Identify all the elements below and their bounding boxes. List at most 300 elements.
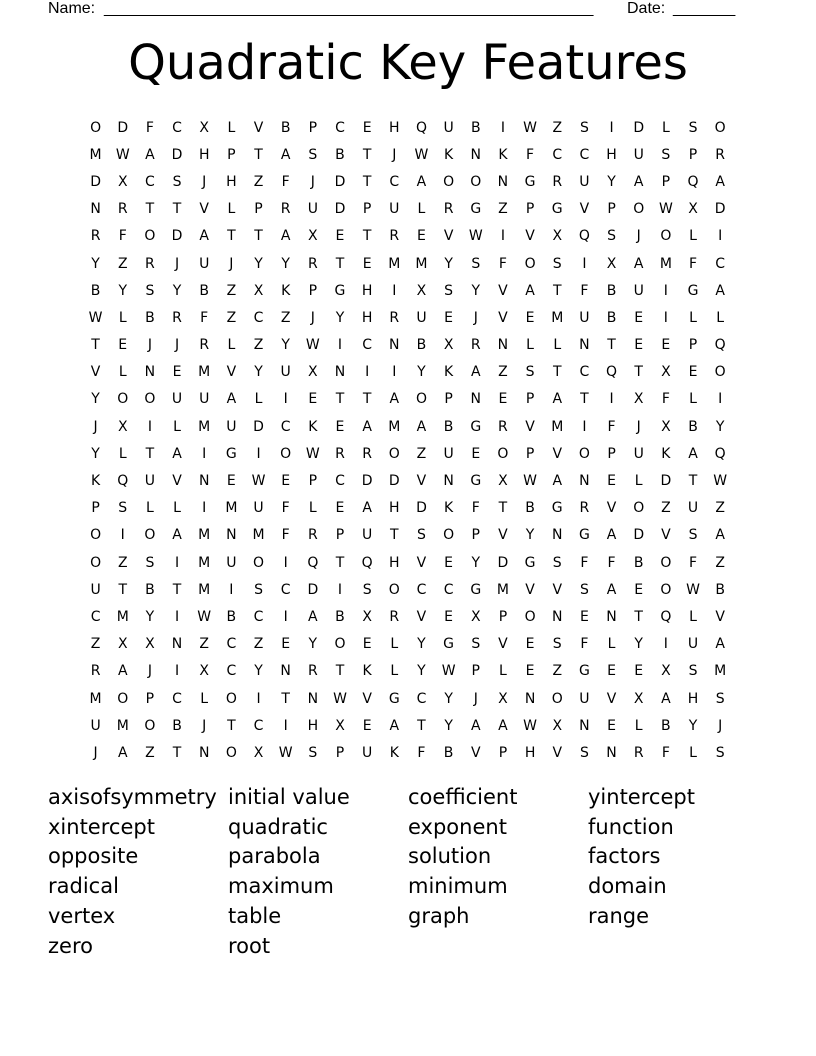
grid-letter: C — [552, 146, 563, 163]
grid-letter: W — [523, 119, 537, 136]
grid-letter: C — [416, 690, 427, 707]
grid-letter: R — [172, 309, 182, 326]
grid-letter: R — [307, 663, 318, 680]
grid-letter: V — [661, 527, 671, 544]
grid-letter: B — [335, 146, 345, 163]
grid-row — [82, 277, 734, 304]
grid-letter: E — [417, 228, 426, 245]
grid-letter: C — [226, 636, 237, 653]
grid-letter: N — [198, 473, 210, 490]
grid-letter: Y — [91, 255, 100, 272]
grid-letter: D — [416, 500, 427, 517]
grid-letter: W — [441, 663, 456, 680]
grid-letter: J — [93, 418, 98, 435]
grid-letter: R — [307, 255, 318, 272]
grid-letter: Y — [145, 608, 155, 625]
grid-letter: E — [471, 445, 481, 462]
grid-letter: L — [200, 690, 209, 707]
word-list-row — [48, 812, 768, 842]
grid-letter: U — [633, 445, 644, 462]
grid-letter: Y — [308, 636, 318, 653]
grid-letter: W — [523, 473, 537, 490]
grid-letter: T — [172, 744, 182, 761]
grid-letter: Z — [145, 744, 155, 761]
grid-letter: P — [145, 690, 155, 707]
grid-letter: V — [525, 228, 535, 245]
grid-letter: X — [199, 663, 209, 680]
grid-letter: O — [551, 690, 563, 707]
grid-letter: P — [471, 663, 480, 680]
grid-letter: L — [390, 636, 399, 653]
word-list — [48, 782, 768, 961]
grid-letter: P — [308, 282, 318, 299]
grid-letter: B — [606, 309, 617, 326]
grid-letter: X — [362, 608, 372, 625]
grid-letter: Y — [91, 391, 100, 408]
page-title: Quadratic Key Features — [128, 35, 688, 91]
grid-letter: E — [444, 309, 454, 326]
grid-letter: I — [283, 554, 288, 571]
grid-letter: E — [335, 228, 345, 245]
grid-letter: F — [580, 636, 589, 653]
grid-letter: P — [471, 527, 480, 544]
grid-letter: G — [443, 636, 455, 653]
grid-letter: R — [633, 744, 644, 761]
word-list-item: xintercept — [48, 814, 155, 839]
grid-letter: H — [307, 717, 319, 734]
grid-letter: S — [172, 173, 182, 190]
grid-letter: E — [281, 636, 291, 653]
grid-letter: U — [389, 201, 400, 218]
grid-letter: S — [471, 255, 481, 272]
grid-letter: S — [715, 744, 725, 761]
grid-letter: F — [281, 527, 290, 544]
grid-letter: Z — [253, 337, 264, 354]
grid-letter: M — [388, 418, 401, 435]
grid-letter: B — [199, 282, 209, 299]
grid-letter: C — [90, 608, 101, 625]
grid-letter: Z — [90, 636, 101, 653]
grid-letter: Q — [117, 473, 129, 490]
grid-letter: I — [283, 717, 288, 734]
grid-letter: T — [498, 500, 508, 517]
grid-letter: W — [115, 146, 130, 163]
grid-row — [82, 359, 734, 386]
grid-letter: Q — [714, 337, 726, 354]
grid-letter: V — [90, 364, 101, 381]
grid-letter: Y — [417, 663, 426, 680]
grid-letter: B — [90, 282, 101, 299]
grid-letter: F — [281, 500, 290, 517]
grid-letter: R — [470, 337, 481, 354]
grid-letter: A — [389, 717, 400, 734]
grid-row — [82, 114, 734, 141]
grid-letter: T — [335, 391, 345, 408]
grid-letter: P — [335, 527, 345, 544]
grid-letter: N — [144, 364, 156, 381]
grid-letter: O — [524, 255, 536, 272]
grid-letter: A — [280, 146, 291, 163]
grid-letter: D — [714, 201, 726, 218]
grid-letter: I — [174, 663, 180, 680]
grid-letter: J — [392, 146, 397, 163]
word-list-item: initial value — [228, 784, 350, 809]
grid-letter: Y — [715, 418, 725, 435]
grid-letter: G — [578, 663, 590, 680]
grid-row — [82, 658, 734, 685]
grid-letter: N — [497, 337, 509, 354]
grid-letter: V — [606, 500, 617, 517]
grid-letter: F — [200, 309, 209, 326]
grid-letter: E — [634, 581, 644, 598]
grid-letter: V — [470, 744, 481, 761]
grid-letter: L — [634, 473, 643, 490]
grid-letter: E — [118, 337, 128, 354]
grid-letter: V — [552, 744, 563, 761]
grid-letter: N — [470, 146, 481, 163]
grid-letter: X — [443, 337, 454, 354]
grid-letter: L — [689, 391, 697, 408]
grid-letter: B — [226, 608, 237, 625]
word-list-item: exponent — [408, 814, 507, 839]
grid-letter: N — [198, 744, 210, 761]
grid-letter: X — [552, 717, 563, 734]
grid-letter: J — [174, 255, 180, 272]
grid-letter: S — [145, 554, 155, 571]
word-list-item: coefficient — [408, 784, 518, 809]
grid-letter: L — [308, 500, 317, 517]
grid-letter: N — [307, 690, 319, 707]
grid-letter: Y — [91, 445, 100, 462]
grid-letter: T — [362, 228, 372, 245]
grid-letter: O — [90, 527, 102, 544]
grid-letter: J — [473, 690, 478, 707]
grid-letter: U — [579, 173, 590, 190]
grid-letter: X — [199, 119, 209, 136]
grid-letter: O — [225, 744, 237, 761]
grid-letter: X — [661, 364, 671, 381]
grid-letter: H — [687, 690, 699, 707]
grid-letter: E — [525, 309, 535, 326]
grid-letter: C — [579, 146, 590, 163]
grid-letter: P — [227, 146, 236, 163]
grid-letter: T — [227, 717, 236, 734]
grid-letter: F — [281, 173, 290, 190]
grid-letter: R — [389, 228, 400, 245]
name-label: Name: — [48, 0, 96, 17]
grid-letter: O — [633, 201, 645, 218]
grid-letter: G — [551, 201, 563, 218]
grid-letter: B — [525, 500, 535, 517]
grid-letter: R — [335, 445, 345, 462]
grid-letter: L — [118, 364, 127, 381]
grid-letter: A — [525, 282, 535, 299]
grid-letter: I — [256, 690, 261, 707]
grid-letter: N — [551, 608, 563, 625]
grid-row — [82, 141, 734, 168]
grid-letter: U — [579, 309, 590, 326]
grid-letter: N — [579, 337, 590, 354]
grid-letter: O — [660, 554, 672, 571]
grid-letter: T — [172, 201, 182, 218]
grid-letter: H — [361, 282, 373, 299]
grid-letter: O — [144, 391, 156, 408]
grid-letter: Z — [715, 554, 725, 571]
grid-letter: O — [633, 500, 645, 517]
grid-row — [82, 196, 734, 223]
grid-letter: B — [335, 608, 345, 625]
grid-letter: O — [225, 690, 237, 707]
grid-row — [82, 549, 734, 576]
grid-letter: B — [688, 418, 698, 435]
grid-letter: Y — [118, 282, 128, 299]
grid-letter: G — [578, 527, 590, 544]
grid-letter: H — [361, 309, 373, 326]
grid-letter: O — [388, 581, 400, 598]
word-list-item: domain — [588, 874, 667, 899]
grid-letter: U — [199, 255, 210, 272]
grid-letter: A — [416, 418, 427, 435]
grid-letter: O — [280, 445, 292, 462]
grid-letter: S — [118, 500, 128, 517]
word-list-item: opposite — [48, 844, 139, 869]
grid-letter: B — [280, 119, 291, 136]
word-list-row — [48, 931, 768, 961]
grid-letter: L — [227, 119, 236, 136]
grid-letter: Z — [226, 282, 237, 299]
grid-letter: Z — [253, 173, 264, 190]
grid-letter: I — [174, 554, 180, 571]
grid-letter: T — [335, 554, 345, 571]
grid-letter: E — [444, 608, 454, 625]
grid-letter: M — [388, 255, 401, 272]
grid-letter: L — [689, 744, 697, 761]
grid-row — [82, 223, 734, 250]
grid-letter: V — [606, 690, 617, 707]
grid-letter: T — [281, 690, 290, 707]
grid-letter: Y — [525, 527, 535, 544]
grid-letter: E — [362, 255, 372, 272]
grid-row — [82, 631, 734, 658]
grid-letter: S — [607, 228, 616, 245]
grid-letter: A — [117, 663, 128, 680]
grid-letter: A — [280, 228, 291, 245]
grid-letter: F — [145, 119, 154, 136]
grid-letter: B — [172, 717, 182, 734]
grid-letter: U — [90, 581, 101, 598]
grid-letter: T — [227, 228, 236, 245]
word-list-item: solution — [408, 844, 492, 869]
grid-letter: Z — [253, 636, 264, 653]
grid-letter: A — [308, 608, 318, 625]
grid-letter: C — [715, 255, 726, 272]
grid-letter: C — [335, 473, 345, 490]
grid-letter: Z — [552, 663, 563, 680]
grid-letter: B — [606, 282, 617, 299]
grid-letter: S — [688, 663, 698, 680]
grid-letter: D — [171, 146, 183, 163]
grid-letter: Q — [307, 554, 319, 571]
grid-letter: B — [145, 309, 155, 326]
grid-letter: D — [361, 473, 373, 490]
grid-letter: F — [661, 391, 670, 408]
grid-letter: U — [307, 201, 318, 218]
grid-letter: L — [227, 337, 236, 354]
grid-letter: V — [253, 119, 264, 136]
grid-letter: O — [660, 581, 672, 598]
grid-letter: S — [552, 255, 562, 272]
grid-letter: A — [416, 173, 427, 190]
grid-letter: N — [606, 744, 617, 761]
grid-letter: L — [553, 337, 562, 354]
grid-letter: F — [688, 554, 698, 571]
word-list-item: axisofsymmetry — [48, 784, 217, 809]
grid-letter: K — [444, 500, 454, 517]
grid-letter: D — [90, 173, 101, 190]
grid-letter: J — [636, 418, 641, 435]
grid-letter: T — [362, 146, 372, 163]
grid-letter: O — [334, 636, 346, 653]
grid-letter: D — [253, 418, 264, 435]
grid-letter: M — [714, 663, 727, 680]
grid-letter: P — [498, 744, 508, 761]
grid-letter: L — [173, 500, 181, 517]
word-list-item: radical — [48, 874, 119, 899]
grid-letter: A — [362, 418, 372, 435]
grid-letter: U — [199, 391, 210, 408]
grid-letter: I — [365, 364, 370, 381]
word-list-item: graph — [408, 904, 470, 929]
grid-letter: H — [389, 119, 400, 136]
grid-letter: P — [308, 473, 318, 490]
grid-letter: F — [688, 255, 698, 272]
grid-letter: T — [390, 527, 399, 544]
grid-letter: A — [172, 527, 182, 544]
grid-letter: W — [278, 744, 293, 761]
grid-letter: O — [144, 717, 156, 734]
grid-letter: T — [254, 228, 263, 245]
grid-letter: I — [120, 527, 125, 544]
grid-letter: K — [308, 418, 318, 435]
grid-letter: L — [173, 418, 181, 435]
grid-letter: O — [90, 554, 102, 571]
grid-letter: M — [252, 527, 265, 544]
grid-letter: Z — [715, 500, 725, 517]
grid-letter: C — [145, 173, 155, 190]
grid-letter: Y — [444, 717, 453, 734]
grid-letter: C — [362, 337, 373, 354]
grid-letter: M — [198, 581, 211, 598]
grid-letter: D — [633, 527, 645, 544]
grid-letter: T — [362, 391, 372, 408]
grid-letter: V — [498, 636, 508, 653]
grid-letter: W — [713, 473, 728, 490]
grid-letter: A — [633, 173, 644, 190]
grid-letter: A — [688, 445, 698, 462]
grid-letter: W — [305, 337, 320, 354]
grid-letter: D — [497, 554, 509, 571]
grid-row — [82, 739, 734, 766]
grid-letter: R — [552, 173, 563, 190]
word-list-row — [48, 842, 768, 872]
grid-letter: W — [658, 201, 673, 218]
grid-letter: I — [202, 500, 207, 517]
grid-letter: Q — [578, 228, 590, 245]
name-field[interactable]: _______________________________________________________ — [104, 0, 594, 17]
grid-letter: Q — [714, 445, 726, 462]
grid-letter: T — [634, 364, 643, 381]
grid-letter: Z — [416, 445, 427, 462]
grid-letter: T — [552, 282, 562, 299]
grid-letter: F — [580, 282, 589, 299]
grid-letter: L — [145, 500, 154, 517]
grid-letter: S — [579, 119, 589, 136]
grid-letter: K — [281, 282, 291, 299]
grid-letter: S — [688, 119, 698, 136]
grid-letter: J — [229, 255, 234, 272]
grid-letter: V — [172, 473, 182, 490]
grid-letter: J — [174, 337, 180, 354]
grid-letter: J — [636, 228, 641, 245]
grid-letter: P — [444, 391, 453, 408]
grid-letter: K — [90, 473, 101, 490]
grid-letter: T — [145, 201, 155, 218]
grid-letter: N — [334, 364, 346, 381]
grid-letter: I — [229, 581, 234, 598]
grid-letter: V — [416, 473, 427, 490]
grid-letter: J — [310, 173, 315, 190]
date-field[interactable]: _______ — [673, 0, 736, 17]
grid-letter: K — [498, 146, 508, 163]
grid-letter: N — [579, 473, 590, 490]
grid-letter: S — [471, 636, 481, 653]
grid-letter: H — [524, 744, 536, 761]
grid-letter: D — [171, 228, 183, 245]
grid-letter: S — [579, 581, 589, 598]
grid-letter: H — [389, 500, 400, 517]
grid-letter: X — [688, 201, 698, 218]
grid-letter: H — [198, 146, 210, 163]
grid-letter: X — [633, 690, 644, 707]
grid-row — [82, 685, 734, 712]
grid-letter: E — [172, 364, 182, 381]
grid-letter: L — [417, 201, 426, 218]
grid-letter: B — [470, 119, 481, 136]
grid-letter: U — [144, 473, 156, 490]
grid-letter: S — [308, 744, 318, 761]
grid-letter: X — [335, 717, 345, 734]
grid-letter: F — [661, 744, 670, 761]
grid-letter: A — [117, 744, 128, 761]
grid-letter: L — [254, 391, 263, 408]
grid-letter: Y — [688, 717, 698, 734]
grid-letter: E — [525, 636, 535, 653]
grid-letter: E — [579, 608, 589, 625]
grid-letter: V — [525, 581, 535, 598]
grid-letter: O — [144, 527, 156, 544]
grid-letter: A — [661, 690, 671, 707]
grid-letter: G — [524, 554, 536, 571]
grid-letter: F — [498, 255, 507, 272]
grid-letter: I — [392, 282, 397, 299]
grid-letter: Y — [335, 309, 345, 326]
grid-letter: X — [606, 255, 617, 272]
grid-letter: A — [226, 391, 237, 408]
grid-letter: X — [253, 282, 264, 299]
grid-letter: A — [606, 581, 617, 598]
grid-letter: O — [578, 445, 590, 462]
grid-letter: Z — [280, 309, 291, 326]
